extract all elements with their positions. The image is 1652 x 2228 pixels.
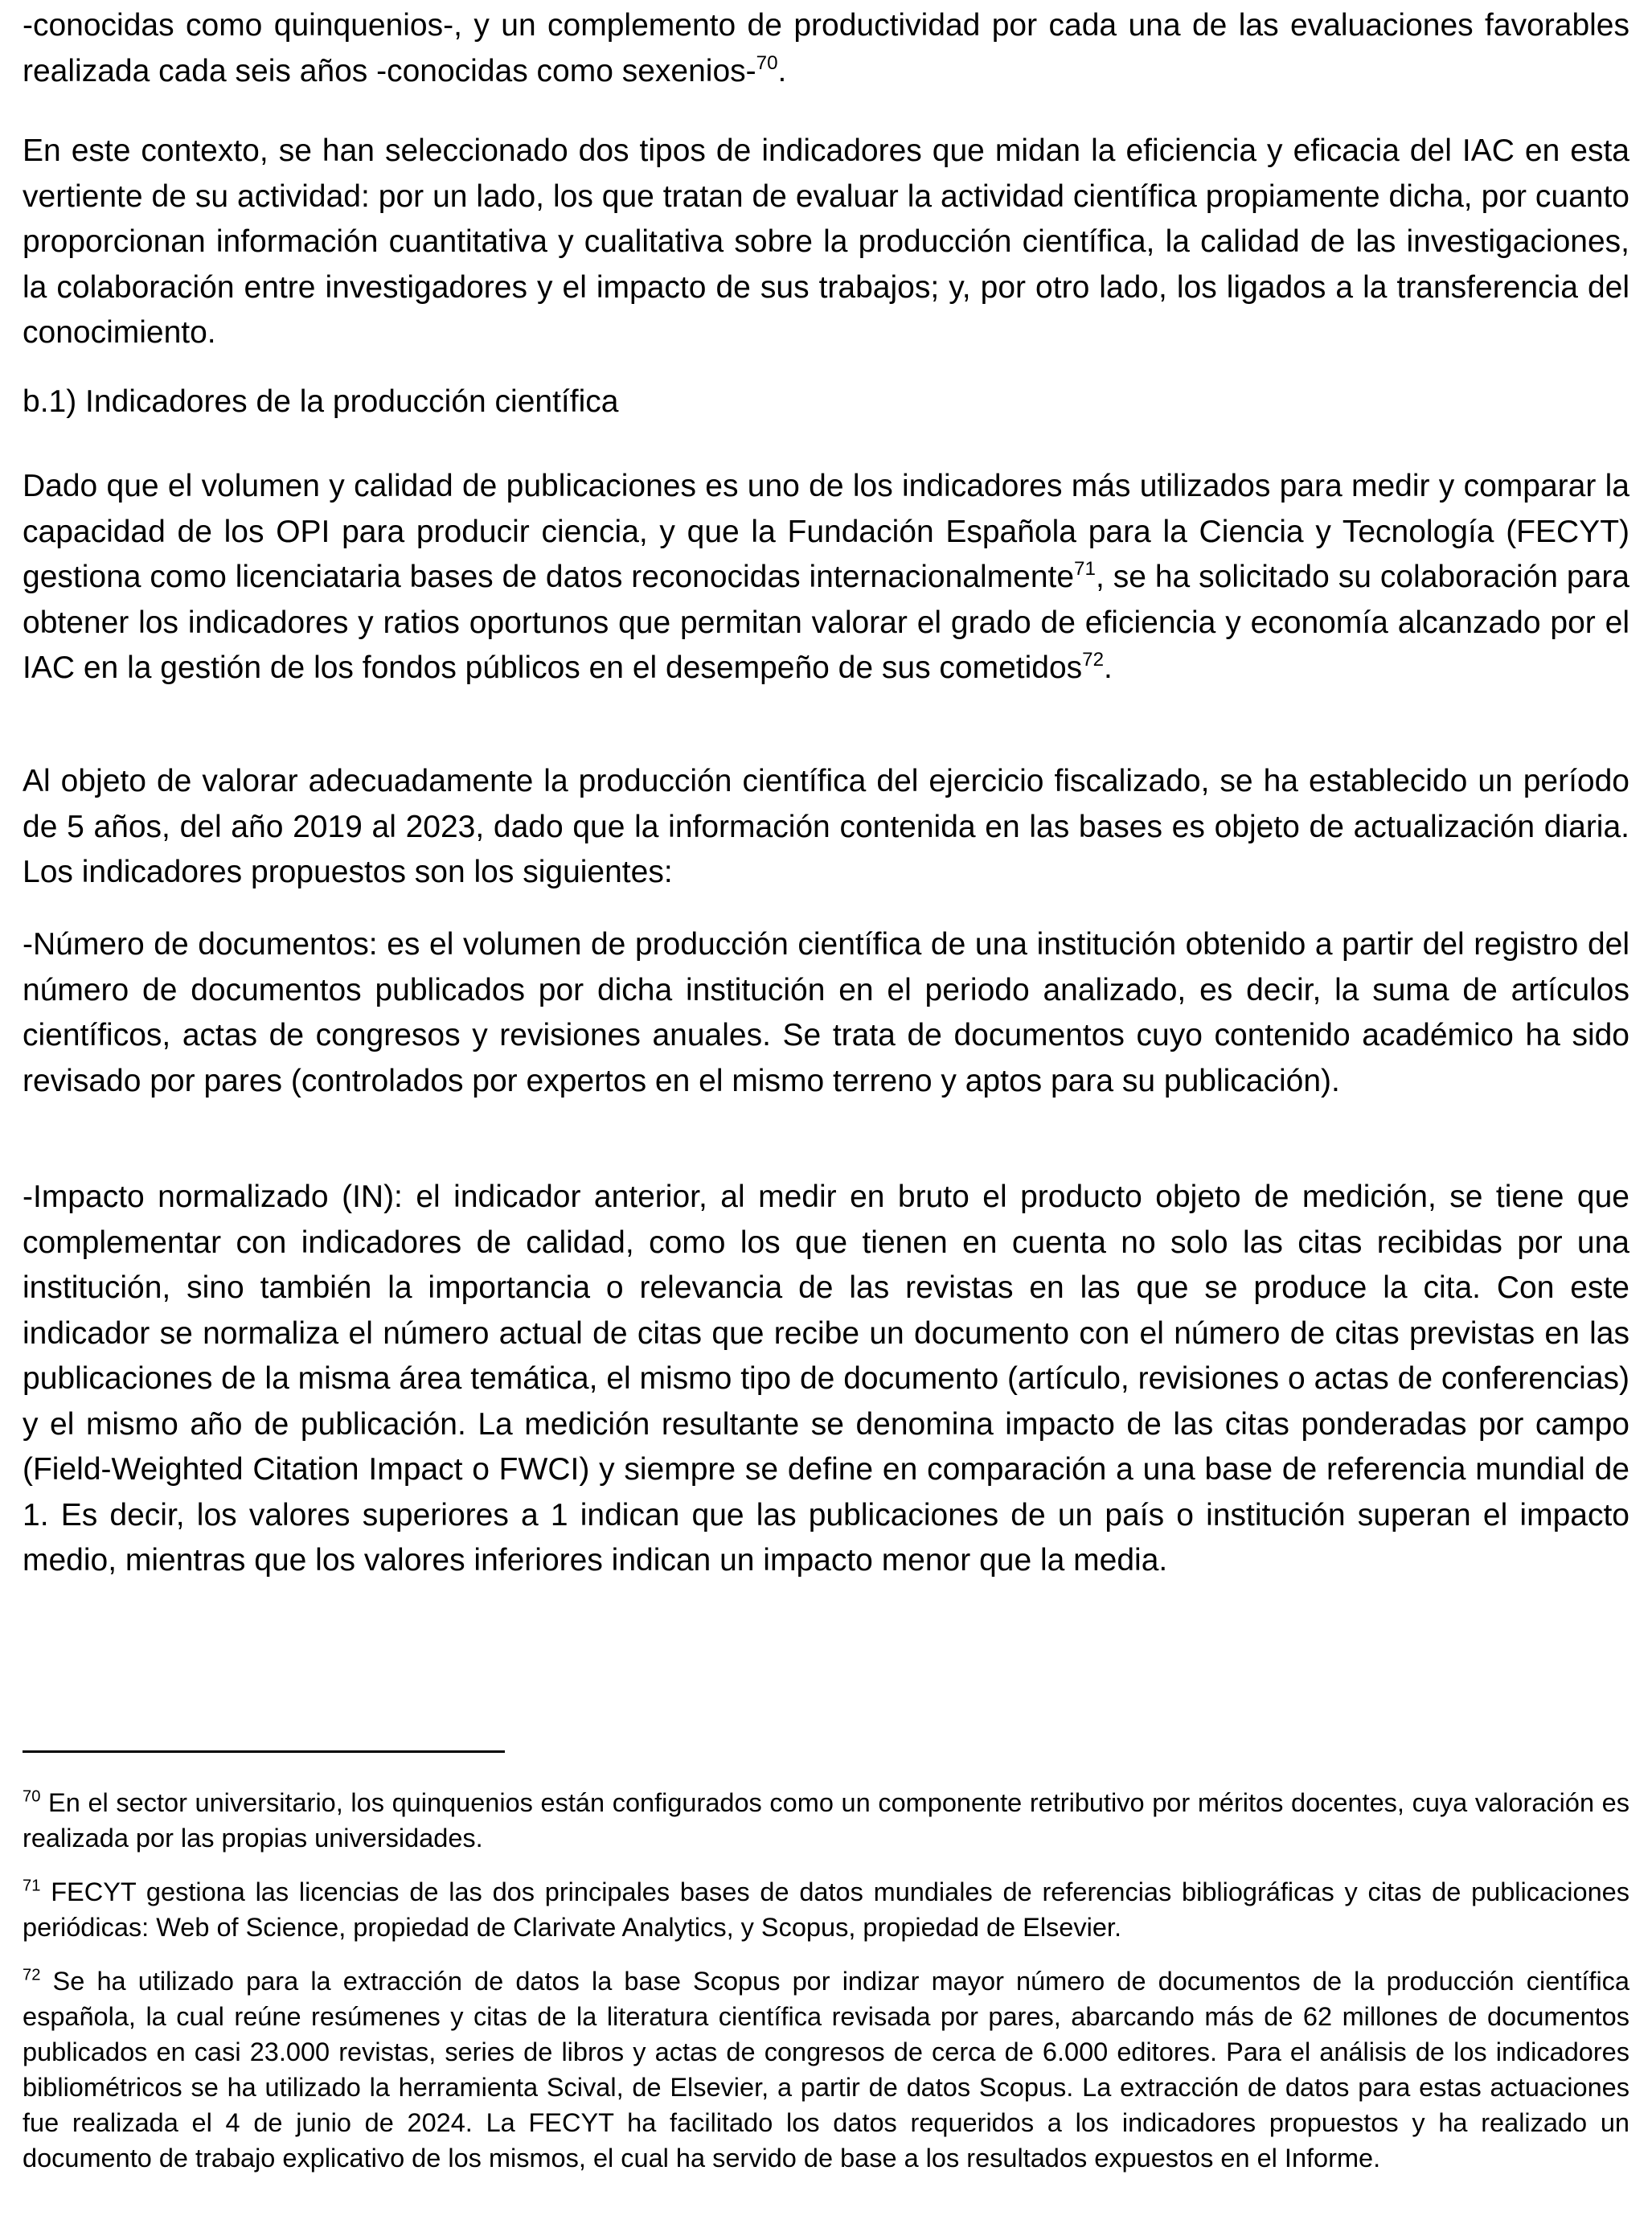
footnote-ref-72[interactable]: 72 (1082, 649, 1105, 671)
paragraph-impacto-normalizado: -Impacto normalizado (IN): el indicador anterior, al medir en bruto el producto objeto de medición, se tiene que complementar con indicadores de calidad, como los que tienen en cuenta no solo las citas recibidas por una institución, sino también la importancia o relevancia de las revistas en las que se produce la cita. Con este indicador se normaliza el número actual de citas que recibe un documento con el número de citas previstas en las publicaciones de la misma área temática, el mismo tipo de documento (artículo, revisiones o actas de conferencias) y el mismo año de publicación. La medición resultante se denomina impacto de las citas ponderadas por campo (Field-Weighted Citation Impact o FWCI) y siempre se define en comparación a una base de referencia mundial de 1. Es decir, los valores superiores a 1 indican que las publicaciones de un país o institución superan el impacto medio, mientras que los valores inferiores indican un impacto menor que la media. (23, 1180, 1629, 1578)
paragraph-text: . (777, 53, 787, 88)
paragraph-text: . (1104, 650, 1113, 685)
footnote-separator (23, 1750, 505, 1753)
paragraph-text: , se ha solicitado su colaboración para obtener los indicadores y ratios oportunos que permitan valorar el grado de eficiencia y economía alcanzado por el IAC en la gestión de los fondos públicos en el desempeño de sus cometidos (23, 560, 1629, 685)
paragraph-fecyt (23, 464, 1629, 691)
footnote-72 (23, 1963, 1629, 2176)
paragraph-context: En este contexto, se han seleccionado dos tipos de indicadores que midan la eficiencia y eficacia del IAC en esta vertiente de su actividad: por un lado, los que tratan de evaluar la actividad científica propiamente dicha, por cuanto proporcionan información cuantitativa y cualitativa sobre la producción científica, la calidad de las investigaciones, la colaboración entre investigadores y el impacto de sus trabajos; y, por otro lado, los ligados a la transferencia del conocimiento. (23, 133, 1629, 350)
paragraph-quinquenios (23, 3, 1629, 94)
footnote-text: En el sector universitario, los quinquenios están configurados como un componente retributivo por méritos docentes, cuya valoración es realizada por las propias universidades. (23, 1788, 1629, 1853)
footnote-ref-70[interactable]: 70 (756, 51, 778, 74)
footnote-70 (23, 1785, 1629, 1856)
footnote-number: 71 (23, 1877, 41, 1895)
footnote-text: Se ha utilizado para la extracción de datos la base Scopus por indizar mayor número de documentos de la producción científica española, la cual reúne resúmenes y citas de la literatura científica revisada por pares, abarcando más de 62 millones de documentos publicados en casi 23.000 revistas, series de libros y actas de congresos de cerca de 6.000 editores. Para el análisis de los indicadores bibliométricos se ha utilizado la herramienta Scival, de Elsevier, a partir de datos Scopus. La extracción de datos para estas actuaciones fue realizada el 4 de junio de 2024. La FECYT ha facilitado los datos requeridos a los indicadores propuestos y ha realizado un documento de trabajo explicativo de los mismos, el cual ha servido de base a los resultados expuestos en el Informe. (23, 1967, 1629, 2173)
paragraph-numero-documentos: -Número de documentos: es el volumen de producción científica de una institución obtenido a partir del registro del número de documentos publicados por dicha institución en el periodo analizado, es decir, la suma de artículos científicos, actas de congresos y revisiones anuales. Se trata de documentos cuyo contenido académico ha sido revisado por pares (controlados por expertos en el mismo terreno y aptos para su publicación). (23, 927, 1629, 1098)
footnote-number: 70 (23, 1787, 41, 1806)
paragraph-period: Al objeto de valorar adecuadamente la producción científica del ejercicio fiscalizado, se ha establecido un período de 5 años, del año 2019 al 2023, dado que la información contenida en las bases es objeto de actualización diaria. Los indicadores propuestos son los siguientes: (23, 764, 1629, 889)
footnote-71 (23, 1874, 1629, 1945)
footnote-number: 72 (23, 1966, 41, 1984)
paragraph-text: -conocidas como quinquenios-, y un complemento de productividad por cada una de las evaluaciones favorables realizada cada seis años -conocidas como sexenios- (23, 8, 1629, 88)
footnote-ref-71[interactable]: 71 (1074, 558, 1096, 581)
footnote-text: FECYT gestiona las licencias de las dos principales bases de datos mundiales de referencias bibliográficas y citas de publicaciones periódicas: Web of Science, propiedad de Clarivate Analytics, y Scopus, propiedad de Elsevier. (23, 1877, 1629, 1942)
paragraph-text: Dado que el volumen y calidad de publicaciones es uno de los indicadores más utilizados para medir y comparar la capacidad de los OPI para producir ciencia, y que la Fundación Española para la Ciencia y Tecnología (FECYT) gestiona como licenciataria bases de datos reconocidas internacionalmente (23, 469, 1629, 594)
section-heading: b.1) Indicadores de la producción científica (23, 384, 619, 419)
